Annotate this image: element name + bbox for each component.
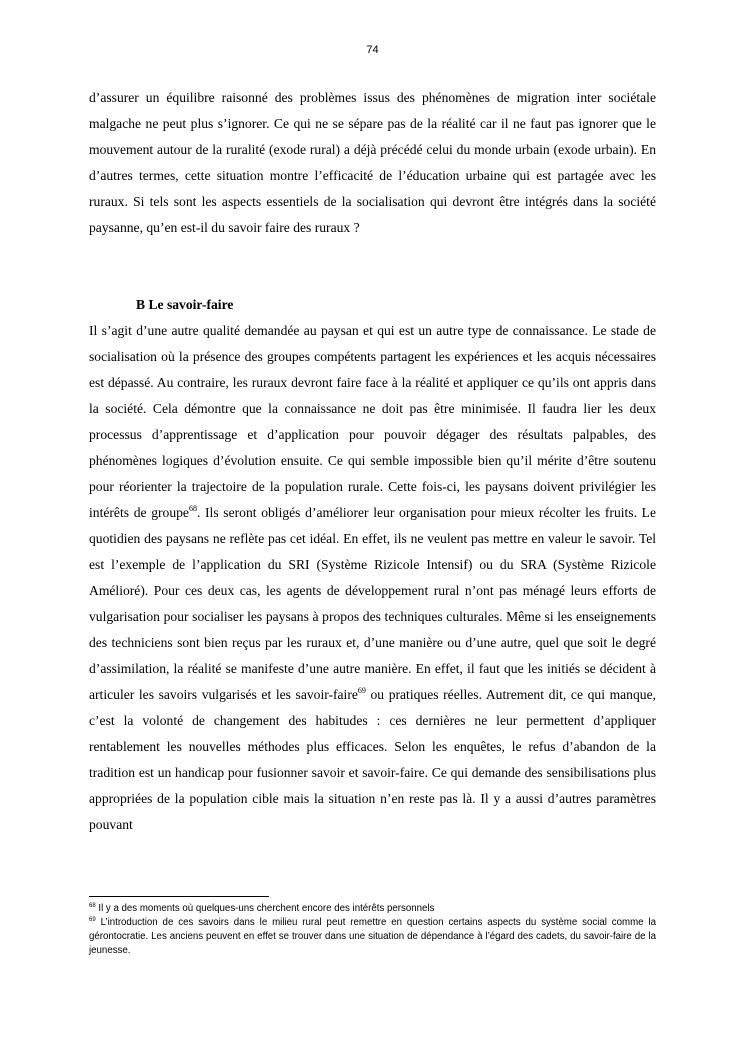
paragraph-segment: . Ils seront obligés d’améliorer leur organisation pour mieux récolter les fruits. Le quotidien des paysans ne reflète pas cet idéal. En effet, ils ne veulent pas mettre en valeur le savoir. Tel est l’exemple de l’application du SRI (Système Rizicole Intensif) ou du SRA (Système Rizicole Amélioré). Pour ces deux cas, les agents de développement rural n’ont pas ménagé leurs efforts de vulgarisation pour socialiser les paysans à propos des techniques culturales. Même si les enseignements des techniciens sont bien reçus par les ruraux et, d’une manière ou d’une autre, quel que soit le degré d’assimilation, la réalité se manifeste d’une autre manière. En effet, il faut que les initiés se décident à articuler les savoirs vulgarisés et les savoir-faire [89, 505, 656, 702]
footnote-number: 68 [89, 903, 96, 909]
body-paragraph-2 [89, 318, 656, 838]
footnote-68 [89, 902, 656, 916]
page-number: 74 [366, 44, 379, 56]
paragraph-text [89, 318, 656, 838]
footnote-number: 69 [89, 917, 96, 923]
body-paragraph-1 [89, 85, 656, 241]
footnote-69 [89, 916, 656, 958]
footnote-text: Il y a des moments où quelques-uns cherchent encore des intérêts personnels [95, 903, 435, 914]
footnote-divider [89, 896, 269, 897]
section-heading: B Le savoir-faire [136, 297, 234, 312]
paragraph-text: d’assurer un équilibre raisonné des problèmes issus des phénomènes de migration inter sociétale malgache ne peut plus s’ignorer. Ce qui ne se sépare pas de la réalité car il ne faut pas ignorer que le mouvement autour de la ruralité (exode rural) a déjà précédé celui du monde urbain (exode urbain). En d’autres termes, cette situation montre l’efficacité de l’éducation urbaine qui est partagée avec les ruraux. Si tels sont les aspects essentiels de la socialisation qui devront être intégrés dans la société paysanne, qu’en est-il du savoir faire des ruraux ? [89, 90, 656, 235]
paragraph-segment: Il s’agit d’une autre qualité demandée au paysan et qui est un autre type de connaissance. Le stade de socialisation où la présence des groupes compétents partagent les expériences et les acquis nécessaires est dépassé. Au contraire, les ruraux devront faire face à la réalité et appliquer ce qu’ils ont appris dans la société. Cela démontre que la connaissance ne doit pas être minimisée. Il faudra lier les deux processus d’apprentissage et d’application pour pouvoir dégager des résultats palpables, des phénomènes logiques d’évolution ensuite. Ce qui semble impossible bien qu’il mérite d’être soutenu pour réorienter la trajectoire de la population rurale. Cette fois-ci, les paysans doivent privilégier les intérêts de groupe [89, 323, 656, 520]
footnote-ref-68: 68 [188, 504, 197, 513]
footnote-text: L’introduction de ces savoirs dans le milieu rural peut remettre en question certains aspects du système social comme la gérontocratie. Les anciens peuvent en effet se trouver dans une situation de dépendance à l’égard des cadets, du savoir-faire de la jeunesse. [89, 917, 656, 956]
footnote-ref-69: 69 [357, 686, 366, 695]
paragraph-segment: ou pratiques réelles. Autrement dit, ce qui manque, c’est la volonté de changement des habitudes : ces dernières ne leur permettent d’appliquer rentablement les nouvelles méthodes plus efficaces. Selon les enquêtes, le refus d’abandon de la tradition est un handicap pour fusionner savoir et savoir-faire. Ce qui demande des sensibilisations plus appropriées de la population cible mais la situation n’en reste pas là. Il y a aussi d’autres paramètres pouvant [89, 687, 656, 832]
footnotes [89, 902, 656, 958]
